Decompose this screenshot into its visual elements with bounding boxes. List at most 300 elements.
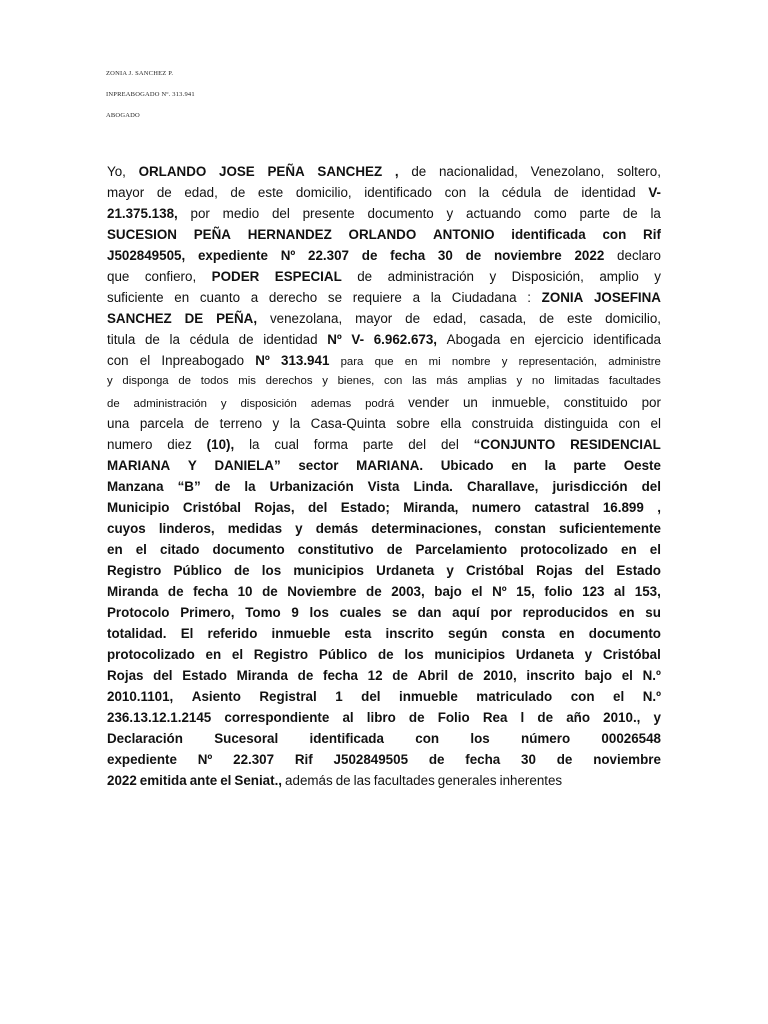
document-word: totalidad.: [107, 626, 167, 641]
document-word: Oeste: [623, 458, 661, 473]
document-word: por: [190, 206, 210, 221]
document-word: Y: [187, 458, 197, 473]
document-word: 2022: [574, 248, 605, 263]
document-word: Nº: [492, 584, 507, 599]
document-word: Charallave,: [466, 479, 539, 494]
document-word: parte: [573, 458, 607, 473]
document-word: de: [377, 647, 394, 662]
document-word: ANTONIO: [433, 227, 495, 242]
document-word: Inpreabogado: [161, 353, 245, 368]
document-word: 21.375.138,: [107, 206, 178, 221]
document-word: en: [404, 356, 418, 368]
power-of-attorney-text: [107, 161, 661, 791]
document-word: :: [527, 290, 531, 305]
document-word: fecha: [465, 752, 501, 767]
document-line: [107, 371, 661, 392]
document-word: Nº: [255, 353, 270, 368]
document-word: Nº: [327, 332, 342, 347]
document-word: construida: [471, 416, 534, 431]
document-word: numero: [471, 500, 521, 515]
document-line: [107, 707, 661, 728]
document-word: Público: [318, 647, 368, 662]
document-word: domicilio,: [605, 311, 661, 326]
document-word: en: [618, 605, 635, 620]
document-word: el: [621, 668, 633, 683]
document-line: [107, 455, 661, 476]
document-word: que: [374, 356, 394, 368]
document-word: PEÑA: [267, 164, 305, 179]
document-word: del: [271, 206, 290, 221]
document-word: DE: [184, 311, 204, 326]
document-word: Municipio: [107, 500, 170, 515]
document-word: los: [404, 647, 424, 662]
document-word: presente: [302, 206, 355, 221]
document-word: ella: [440, 416, 462, 431]
document-word: la: [249, 437, 260, 452]
document-line: [107, 434, 661, 455]
document-word: el: [135, 542, 147, 557]
document-word: actuando: [466, 206, 522, 221]
document-word: Declaración: [107, 731, 183, 746]
document-word: Miranda: [107, 584, 159, 599]
document-word: de: [465, 248, 482, 263]
document-word: inmueble,: [491, 395, 550, 410]
document-line: [107, 287, 661, 308]
document-line: [107, 329, 661, 350]
document-word: linderos,: [158, 521, 215, 536]
document-word: Manzana: [107, 479, 164, 494]
document-word: soltero,: [617, 164, 661, 179]
document-word: protocolizado: [520, 542, 608, 557]
document-word: Urdaneta: [376, 563, 435, 578]
document-word: de: [262, 584, 278, 599]
document-word: el: [649, 542, 661, 557]
document-word: y: [653, 710, 661, 725]
document-word: amplias: [467, 375, 507, 387]
document-word: de: [386, 542, 403, 557]
document-word: Venezolano,: [530, 164, 605, 179]
document-line: [107, 770, 661, 791]
document-line: [107, 686, 661, 707]
document-word: Nº: [197, 752, 213, 767]
document-word: de: [622, 206, 638, 221]
document-word: del: [361, 689, 381, 704]
document-word: correspondiente: [224, 710, 330, 725]
document-word: su: [645, 605, 661, 620]
document-word: citado: [160, 542, 200, 557]
document-word: todos: [200, 375, 229, 387]
document-word: el: [220, 773, 232, 788]
document-word: identificado: [364, 185, 432, 200]
document-word: identidad: [581, 185, 636, 200]
document-word: JOSEFINA: [593, 290, 661, 305]
document-word: generales: [437, 773, 497, 788]
document-word: identificada: [593, 332, 661, 347]
document-word: Miranda: [236, 668, 288, 683]
document-word: de: [144, 332, 160, 347]
document-word: J502849505: [333, 752, 409, 767]
document-word: 15,: [516, 584, 535, 599]
document-word: la: [244, 479, 256, 494]
document-word: Vista: [367, 479, 400, 494]
document-word: ejercicio: [534, 332, 584, 347]
document-word: este: [257, 185, 284, 200]
document-word: el: [650, 416, 661, 431]
document-word: “CONJUNTO: [473, 437, 556, 452]
document-word: ORLANDO: [138, 164, 207, 179]
document-word: con: [107, 353, 129, 368]
document-word: inmueble: [399, 689, 458, 704]
document-word: de: [156, 185, 172, 200]
document-word: Miranda,: [403, 500, 459, 515]
document-word: del: [153, 668, 173, 683]
document-word: venezolana,: [269, 311, 343, 326]
document-word: con: [444, 185, 467, 200]
document-word: medidas: [227, 521, 283, 536]
document-word: Cristóbal: [182, 500, 241, 515]
document-word: por: [641, 395, 661, 410]
document-word: representación,: [518, 356, 598, 368]
document-word: Yo,: [107, 164, 126, 179]
document-line: [107, 224, 661, 245]
document-word: de: [107, 398, 120, 410]
document-line: [107, 539, 661, 560]
document-line: [107, 749, 661, 770]
document-word: Registro: [253, 647, 309, 662]
document-word: 10: [237, 584, 253, 599]
document-word: municipios: [434, 647, 506, 662]
document-word: inscrito: [526, 668, 575, 683]
document-word: a: [412, 290, 421, 305]
document-word: nombre: [451, 356, 491, 368]
document-word: casada,: [479, 311, 527, 326]
document-word: administración: [133, 398, 207, 410]
document-word: en: [558, 626, 575, 641]
document-word: Urbanización: [269, 479, 354, 494]
document-word: del: [307, 500, 328, 515]
document-word: y: [272, 416, 280, 431]
document-word: fecha: [193, 584, 229, 599]
document-word: de: [238, 332, 254, 347]
document-word: inherentes: [499, 773, 563, 788]
document-word: SUCESION: [107, 227, 177, 242]
document-word: Ciudadana: [451, 290, 517, 305]
document-word: cuyos: [107, 521, 146, 536]
document-word: terreno: [219, 416, 263, 431]
document-word: de: [194, 416, 210, 431]
document-word: dan: [417, 605, 442, 620]
document-word: confiero,: [144, 269, 197, 284]
document-line: [107, 623, 661, 644]
document-word: 22.307: [233, 752, 275, 767]
letterhead-title: ABOGADO: [106, 112, 140, 119]
document-word: limitadas: [554, 375, 600, 387]
document-word: SANCHEZ: [107, 311, 172, 326]
document-word: Cristóbal: [602, 647, 661, 662]
document-word: 2022: [107, 773, 137, 788]
document-word: V-: [648, 185, 661, 200]
document-word: libro: [366, 710, 396, 725]
document-word: 123: [582, 584, 605, 599]
document-word: de: [361, 248, 378, 263]
document-word: de: [366, 584, 382, 599]
document-word: expediente: [197, 248, 268, 263]
document-line: [107, 245, 661, 266]
document-word: de: [178, 375, 191, 387]
document-word: 6.962.673,: [373, 332, 438, 347]
document-word: administre: [608, 356, 661, 368]
document-word: requiere: [352, 290, 402, 305]
document-word: de: [408, 710, 425, 725]
document-word: nacionalidad,: [438, 164, 518, 179]
document-word: de: [297, 668, 314, 683]
document-word: de: [214, 479, 231, 494]
document-word: ademas: [310, 398, 352, 410]
document-word: fecha: [322, 668, 358, 683]
document-word: no: [531, 375, 545, 387]
document-line: [107, 518, 661, 539]
document-word: la: [430, 290, 442, 305]
document-word: consta: [501, 626, 545, 641]
document-word: suficiente: [107, 290, 164, 305]
document-word: El: [180, 626, 194, 641]
document-word: la: [478, 185, 490, 200]
document-word: Folio: [437, 710, 470, 725]
document-word: identidad: [263, 332, 318, 347]
document-word: cédula: [501, 185, 542, 200]
document-word: emitida: [139, 773, 187, 788]
document-word: Seniat.,: [234, 773, 283, 788]
document-word: los: [309, 605, 329, 620]
document-word: mayor: [107, 185, 145, 200]
document-word: HERNANDEZ: [247, 227, 332, 242]
document-line: [107, 182, 661, 203]
document-word: JOSE: [219, 164, 255, 179]
document-word: ,: [394, 164, 399, 179]
document-word: Registro: [107, 563, 162, 578]
document-word: PEÑA,: [216, 311, 258, 326]
document-line: [107, 413, 661, 434]
document-word: constitutivo: [297, 542, 374, 557]
document-word: y: [322, 375, 328, 387]
document-word: además: [285, 773, 333, 788]
document-line: [107, 203, 661, 224]
document-word: declaro: [617, 248, 661, 263]
document-word: Estado;: [340, 500, 390, 515]
document-word: protocolizado: [107, 647, 195, 662]
document-word: 00026548: [601, 731, 661, 746]
document-word: podrá: [365, 398, 395, 410]
document-word: Abril: [417, 668, 449, 683]
document-word: Público: [173, 563, 222, 578]
document-word: Registral: [259, 689, 317, 704]
document-word: los: [470, 731, 490, 746]
document-word: cual: [274, 437, 299, 452]
document-word: expediente: [107, 752, 177, 767]
document-word: jurisdicción: [552, 479, 628, 494]
document-word: ORLANDO: [348, 227, 417, 242]
document-word: catastral: [534, 500, 590, 515]
document-word: distinguida: [543, 416, 608, 431]
document-word: con: [602, 227, 627, 242]
document-word: de: [230, 185, 246, 200]
document-word: del: [584, 563, 605, 578]
document-word: bajo: [434, 584, 462, 599]
document-word: para: [340, 356, 364, 368]
document-word: Rif: [294, 752, 313, 767]
document-word: DANIELA”: [214, 458, 281, 473]
document-line: [107, 581, 661, 602]
document-word: derechos: [265, 375, 313, 387]
document-word: y: [516, 375, 523, 387]
document-word: de: [556, 752, 573, 767]
document-word: edad,: [432, 311, 467, 326]
document-word: disposición: [240, 398, 297, 410]
document-word: del: [440, 437, 459, 452]
document-word: 313.941: [281, 353, 330, 368]
document-word: Estado: [616, 563, 661, 578]
document-word: Nº: [280, 248, 296, 263]
document-word: del: [641, 479, 661, 494]
document-line: [107, 665, 661, 686]
document-word: del: [408, 437, 427, 452]
document-word: más: [436, 375, 458, 387]
document-word: Rojas: [107, 668, 144, 683]
document-word: disponga: [122, 375, 169, 387]
document-word: determinaciones,: [371, 521, 482, 536]
document-word: 30: [437, 248, 453, 263]
document-word: medio: [222, 206, 260, 221]
document-word: facultades: [608, 375, 661, 387]
document-line: [107, 728, 661, 749]
document-word: y: [446, 563, 454, 578]
document-word: a: [250, 290, 259, 305]
document-word: facultades: [373, 773, 435, 788]
document-word: (10),: [206, 437, 235, 452]
document-word: la: [650, 206, 661, 221]
document-word: referido: [207, 626, 258, 641]
document-word: identificada: [511, 227, 586, 242]
document-word: de: [553, 185, 569, 200]
letterhead-inpreabogado: INPREABOGADO Nº. 313.941: [106, 91, 195, 98]
document-word: y: [654, 269, 661, 284]
document-word: año: [566, 710, 591, 725]
document-word: forma: [313, 437, 348, 452]
document-word: Ubicado: [440, 458, 494, 473]
document-word: de: [428, 752, 445, 767]
document-word: Rojas,: [254, 500, 295, 515]
document-word: suficientemente: [558, 521, 661, 536]
document-word: Urdaneta: [515, 647, 574, 662]
document-word: Primero,: [180, 605, 235, 620]
document-word: aquí: [452, 605, 480, 620]
document-word: el: [613, 689, 625, 704]
document-word: identificada: [309, 731, 384, 746]
document-word: documento: [212, 542, 285, 557]
document-word: matriculado: [476, 689, 553, 704]
document-word: y: [295, 521, 303, 536]
document-word: MARIANA.: [356, 458, 424, 473]
document-word: 153,: [634, 584, 661, 599]
document-word: una: [107, 416, 130, 431]
document-word: N.º: [642, 668, 661, 683]
document-word: 2003,: [391, 584, 425, 599]
document-line: [107, 350, 661, 371]
document-word: reproducidos: [522, 605, 609, 620]
document-word: por: [490, 605, 512, 620]
document-word: 2010.1101,: [107, 689, 174, 704]
document-word: Casa-Quinta: [310, 416, 386, 431]
document-word: Disposición,: [511, 269, 584, 284]
document-word: domicilio,: [295, 185, 352, 200]
document-word: la: [169, 332, 180, 347]
document-word: Rif: [643, 227, 661, 242]
document-word: en: [509, 332, 525, 347]
document-word: vender: [408, 395, 450, 410]
document-word: 2010,: [483, 668, 517, 683]
document-word: de: [335, 773, 351, 788]
document-word: se: [327, 290, 343, 305]
document-word: derecho: [268, 290, 318, 305]
document-word: la: [544, 458, 556, 473]
document-word: en: [205, 647, 222, 662]
document-word: Tomo: [245, 605, 281, 620]
document-word: numero: [107, 437, 153, 452]
document-word: bienes,: [337, 375, 375, 387]
document-word: titula: [107, 332, 136, 347]
document-word: Rojas: [536, 563, 573, 578]
document-word: 12: [367, 668, 383, 683]
document-word: y: [584, 647, 593, 662]
document-line: [107, 161, 661, 182]
document-word: SANCHEZ: [317, 164, 383, 179]
document-word: de: [539, 311, 555, 326]
document-line: [107, 308, 661, 329]
document-word: parcela: [139, 416, 184, 431]
document-word: de: [392, 668, 408, 683]
document-word: “B”: [177, 479, 201, 494]
document-word: noviembre: [494, 248, 562, 263]
document-word: con: [570, 689, 595, 704]
document-word: con: [618, 416, 641, 431]
document-word: en: [621, 542, 637, 557]
document-word: l: [520, 710, 525, 725]
document-word: diez: [167, 437, 192, 452]
document-word: número: [521, 731, 571, 746]
document-word: Noviembre: [287, 584, 357, 599]
document-word: de: [457, 668, 474, 683]
document-word: inmueble: [271, 626, 331, 641]
document-word: 30: [521, 752, 536, 767]
document-word: noviembre: [593, 752, 661, 767]
document-line: [107, 392, 661, 413]
document-word: 16.899: [602, 500, 644, 515]
document-word: municipios: [293, 563, 364, 578]
document-word: 236.13.12.1.2145: [107, 710, 212, 725]
document-word: constituido: [563, 395, 628, 410]
document-word: Sucesoral: [214, 731, 279, 746]
document-word: ,: [657, 500, 661, 515]
document-word: en: [511, 458, 527, 473]
document-word: y: [446, 206, 454, 221]
document-word: constan: [494, 521, 546, 536]
document-word: Cristóbal: [465, 563, 525, 578]
document-word: cuanto: [199, 290, 241, 305]
document-word: de: [411, 164, 427, 179]
document-word: un: [462, 395, 478, 410]
document-word: y: [107, 375, 113, 387]
document-word: cuales: [339, 605, 382, 620]
